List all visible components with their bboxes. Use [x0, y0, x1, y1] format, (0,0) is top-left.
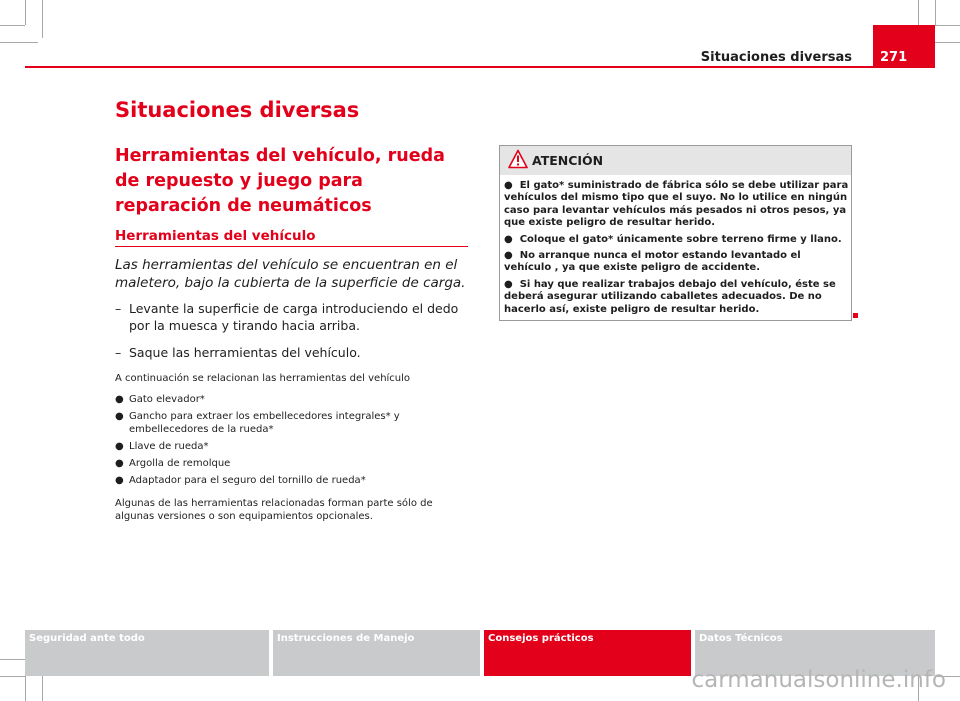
warning-item-text: Coloque el gato* únicamente sobre terreno firme y llano.: [519, 233, 842, 245]
bullet-marker: ●: [115, 458, 124, 469]
warning-item-text: No arranque nunca el motor estando levantado el vehículo , ya que existe peligro de accidente.: [504, 250, 801, 274]
warning-title: ATENCIÓN: [532, 153, 604, 168]
dash-marker: –: [115, 345, 122, 360]
crop-mark: [935, 25, 960, 26]
step-list: [115, 300, 470, 371]
subsection-rule: [115, 246, 468, 247]
header-rule: [25, 66, 935, 68]
bullet-marker: ●: [504, 180, 520, 191]
watermark: carmanualsonline.info: [691, 667, 946, 693]
intro-paragraph: Las herramientas del vehículo se encuentran en el maletero, bajo la cubierta de la superficie de carga.: [115, 257, 466, 291]
tools-list-item: [115, 457, 470, 470]
bullet-marker: ●: [115, 411, 124, 422]
step-text: Levante la superficie de carga introduciendo el dedo por la muesca y tirando hacia arriba.: [129, 301, 459, 333]
running-header-title: Situaciones diversas: [700, 50, 852, 65]
tool-text: Gato elevador*: [129, 394, 205, 405]
footer-tab-consejos[interactable]: Consejos prácticos: [484, 630, 691, 676]
warning-item-text: Si hay que realizar trabajos debajo del vehículo, éste se deberá asegurar utilizando caballetes adecuados. De no hacerlo así, existe peligro de resultar herido.: [504, 278, 836, 315]
crop-mark: [935, 0, 936, 25]
crop-mark: [42, 0, 43, 38]
footer-tab-seguridad[interactable]: Seguridad ante todo: [25, 630, 269, 676]
crop-mark: [25, 0, 26, 25]
tool-text: Adaptador para el seguro del tornillo de rueda*: [129, 475, 366, 486]
step-text: Saque las herramientas del vehículo.: [129, 345, 361, 360]
step-item: [115, 344, 470, 361]
bullet-marker: ●: [504, 250, 520, 262]
warning-item: [504, 250, 849, 275]
crop-mark: [0, 42, 38, 43]
end-of-section-marker: [853, 313, 858, 318]
warning-item: [504, 279, 849, 316]
warning-list: [504, 180, 849, 320]
step-item: [115, 300, 470, 334]
bullet-marker: ●: [115, 441, 124, 452]
warning-item: [504, 234, 849, 246]
tools-list: [115, 393, 470, 491]
warning-triangle-icon: [508, 149, 528, 169]
tool-text: Gancho para extraer los embellecedores integrales* y embellecedores de la rueda*: [129, 411, 400, 435]
bullet-marker: ●: [504, 233, 520, 245]
dash-marker: –: [115, 301, 122, 316]
tool-text: Argolla de remolque: [129, 458, 231, 469]
bullet-marker: ●: [504, 278, 520, 290]
tool-text: Llave de rueda*: [129, 441, 209, 452]
tools-list-item: [115, 393, 470, 406]
footer-tab-datos[interactable]: Datos Técnicos: [695, 630, 935, 676]
warning-box: [499, 145, 852, 321]
tools-list-item: [115, 440, 470, 453]
tools-intro: A continuación se relacionan las herramientas del vehículo: [115, 373, 411, 384]
warning-header: [500, 146, 851, 175]
warning-item-text: El gato* suministrado de fábrica sólo se debe utilizar para vehículos del mismo tipo que el suyo. No lo utilice en ningún caso para levantar vehículos más pesados ni otros pesos, ya que existe peligro de resultar herido.: [504, 180, 849, 229]
subsection-title: Herramientas del vehículo: [115, 228, 316, 244]
warning-item: [504, 180, 849, 230]
bullet-marker: ●: [115, 475, 124, 486]
tools-list-item: [115, 410, 470, 436]
crop-mark: [25, 676, 26, 701]
crop-mark: [0, 676, 25, 677]
tools-list-item: [115, 474, 470, 487]
chapter-title: Situaciones diversas: [115, 98, 360, 122]
bullet-marker: ●: [115, 394, 124, 405]
crop-mark: [0, 25, 25, 26]
section-title: Herramientas del vehículo, rueda de repuesto y juego para reparación de neumáticos: [115, 146, 445, 216]
tools-note: Algunas de las herramientas relacionadas forman parte sólo de algunas versiones o son equipamientos opcionales.: [115, 498, 433, 522]
footer-tab-instrucciones[interactable]: Instrucciones de Manejo: [273, 630, 480, 676]
page-number: 271: [880, 50, 908, 65]
